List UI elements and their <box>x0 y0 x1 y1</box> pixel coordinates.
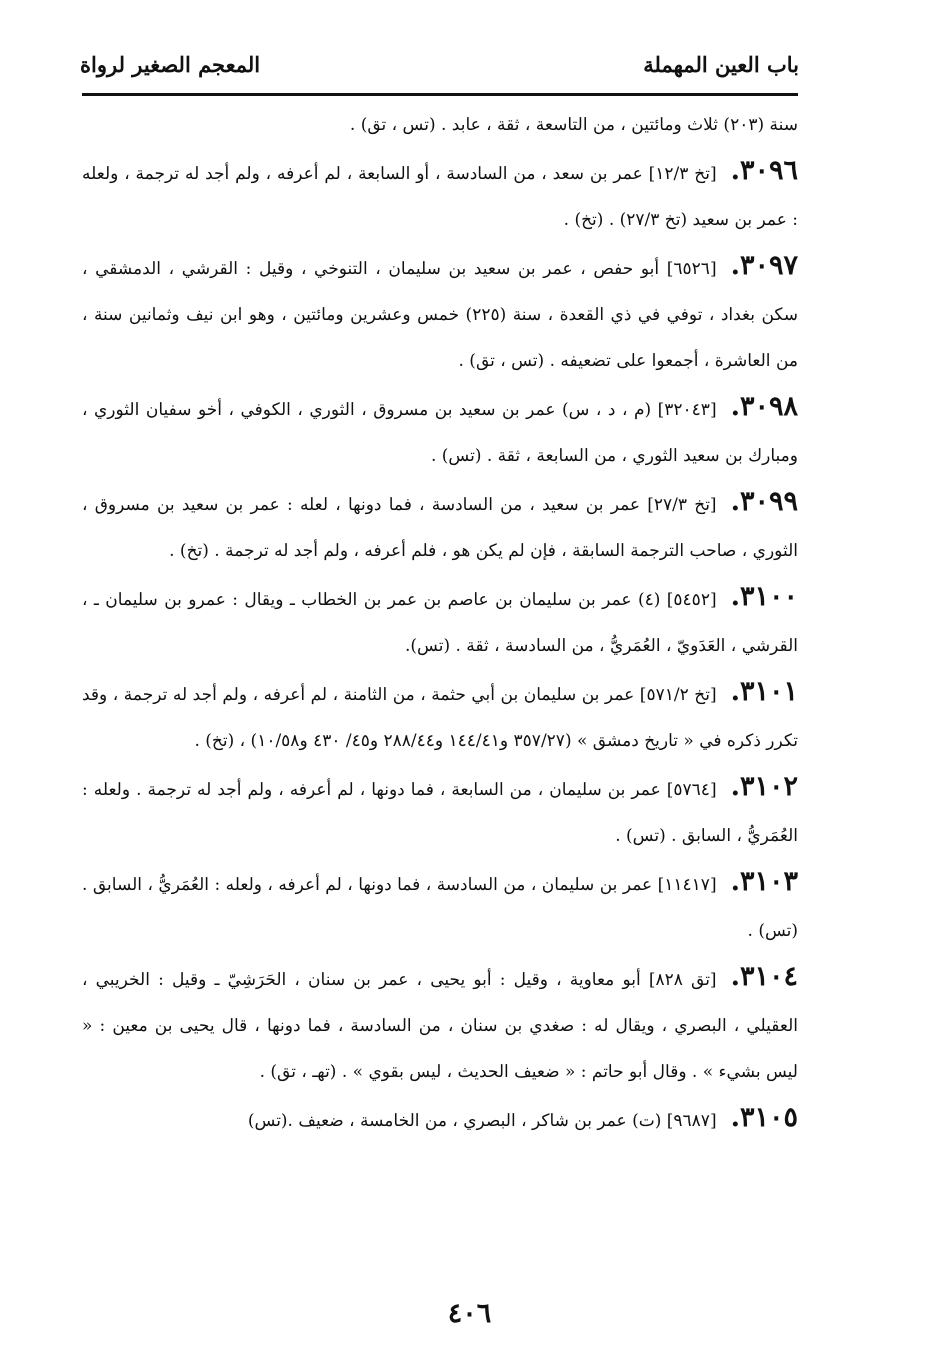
header-rule <box>82 93 798 96</box>
entry-text: [تخ ٢٧/٣] عمر بن سعيد ، من السادسة ، فما دونها ، لعله : عمر بن سعيد بن مسروق ، الثوري ، صاحب الترجمة السابقة ، فإن لم يكن هو ، فلم أعرفه ، ولم أجد له ترجمة . (تخ) . <box>82 495 798 561</box>
entry-text: [٩٦٨٧] (ت) عمر بن شاكر ، البصري ، من الخامسة ، ضعيف .(تس) <box>247 1111 717 1131</box>
entry-text: [٥٧٦٤] عمر بن سليمان ، من السابعة ، فما دونها ، لم أعرفه ، ولم أجد له ترجمة . ولعله : العُمَريُّ ، السابق . (تس) . <box>82 780 798 846</box>
entry-number: ٣١٠٣. <box>730 866 798 897</box>
entry-number: ٣٠٩٩. <box>730 486 798 517</box>
entry-3101 <box>82 669 798 764</box>
entry-3102 <box>82 764 798 859</box>
entry-text: [تخ ١٢/٣] عمر بن سعد ، من السادسة ، أو السابعة ، لم أعرفه ، ولم أجد له ترجمة ، ولعله : عمر بن سعيد (تخ ٢٧/٣) . (تخ) . <box>82 164 798 230</box>
entry-text: [٥٤٥٢] (٤) عمر بن سليمان بن عاصم بن عمر بن الخطاب ـ ويقال : عمرو بن سليمان ـ ، القرشي ، العَدَويّ ، العُمَريُّ ، من السادسة ، ثقة . (تس). <box>82 590 798 656</box>
entry-3096 <box>82 148 798 243</box>
entry-text: سنة (٢٠٣) ثلاث ومائتين ، من التاسعة ، ثقة ، عابد . (تس ، تق) . <box>349 115 798 135</box>
entry-text: [٣٢٠٤٣] (م ، د ، س) عمر بن سعيد بن مسروق ، الثوري ، الكوفي ، أخو سفيان الثوري ، ومبارك بن سعيد الثوري ، من السابعة ، ثقة . (تس) . <box>82 400 798 466</box>
chapter-title: باب العين المهملة <box>643 52 799 77</box>
book-title: المعجم الصغير لرواة <box>80 52 261 77</box>
entry-continuation <box>82 102 798 148</box>
running-header <box>80 46 799 86</box>
entry-3104 <box>82 954 798 1095</box>
entry-number: ٣١٠٥. <box>730 1102 798 1133</box>
entry-number: ٣٠٩٦. <box>730 155 798 186</box>
entries-body <box>82 102 798 1144</box>
entry-number: ٣٠٩٧. <box>730 250 798 281</box>
entry-number: ٣١٠١. <box>730 676 798 707</box>
entry-3098 <box>82 384 798 479</box>
entry-3103 <box>82 859 798 954</box>
entry-text: [تق ٨٢٨] أبو معاوية ، وقيل : أبو يحيى ، عمر بن سنان ، الحَرَشِيّ ـ وقيل : الخريبي ، العقيلي ، البصري ، ويقال له : صغدي بن سنان ، من السادسة ، فما دونها ، قال يحيى بن معين : « ليس بشيء » . وقال أبو حاتم : « ضعيف الحديث ، ليس بقوي » . (تهـ ، تق) . <box>82 970 798 1082</box>
page-number: ٤٠٦ <box>447 1298 492 1329</box>
entry-3099 <box>82 479 798 574</box>
entry-3097 <box>82 243 798 384</box>
entry-text: [١١٤١٧] عمر بن سليمان ، من السادسة ، فما دونها ، لم أعرفه ، ولعله : العُمَريُّ ، السابق . (تس) . <box>82 875 798 941</box>
entry-number: ٣١٠٠. <box>730 581 799 612</box>
entry-3100 <box>82 574 798 669</box>
entry-text: [تخ ٥٧١/٢] عمر بن سليمان بن أبي حثمة ، من الثامنة ، لم أعرفه ، ولم أجد له ترجمة ، وقد تكرر ذكره في « تاريخ دمشق » (٣٥٧/٢٧ و١٤٤/٤١ و٢٨٨/٤٤ و٤٥/ ٤٣٠ و١٠/٥٨) ، (تخ) . <box>82 685 798 751</box>
entry-text: [٦٥٢٦] أبو حفص ، عمر بن سعيد بن سليمان ، التنوخي ، وقيل : القرشي ، الدمشقي ، سكن بغداد ، توفي في ذي القعدة ، سنة (٢٢٥) خمس وعشرين ومائتين ، وهو ابن نيف وثمانين سنة ، من العاشرة ، أجمعوا على تضعيفه . (تس ، تق) . <box>82 259 799 371</box>
entry-number: ٣٠٩٨. <box>730 391 798 422</box>
entry-number: ٣١٠٢. <box>730 771 798 802</box>
entry-3105 <box>82 1095 798 1144</box>
entry-number: ٣١٠٤. <box>730 961 798 992</box>
